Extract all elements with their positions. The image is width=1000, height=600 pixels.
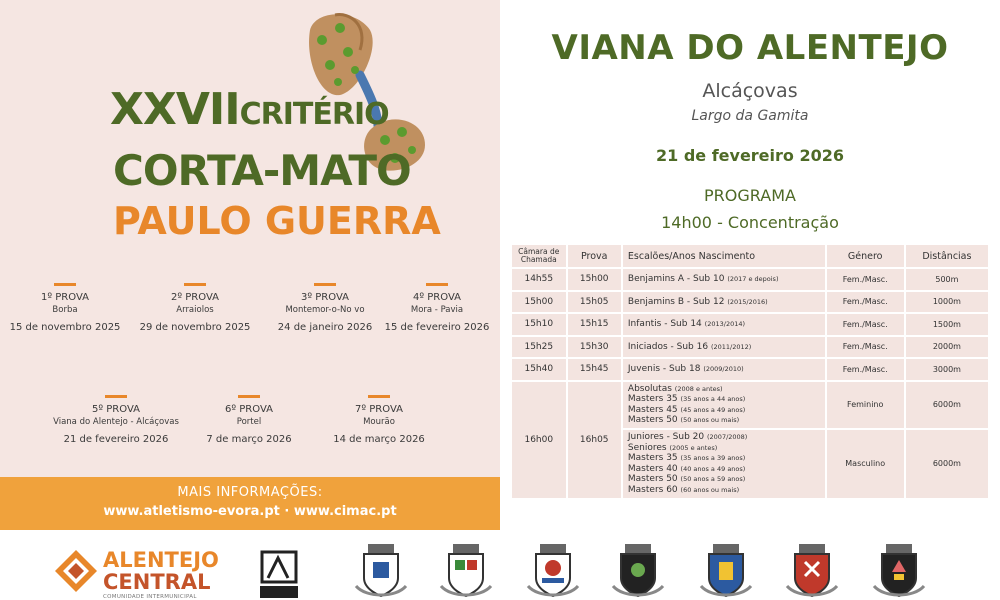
- category-name: Masters 40: [627, 463, 678, 474]
- category-name: Masters 50: [627, 415, 678, 426]
- prova-location: Arraiolos: [176, 305, 214, 315]
- municipal-crest-icon: [697, 540, 755, 600]
- prova-location: Mourão: [363, 417, 395, 427]
- table-row: [512, 359, 988, 380]
- prova-title: 6º PROVA: [225, 404, 273, 415]
- prova-location: Mora - Pavia: [410, 305, 464, 315]
- category-line: [628, 394, 825, 405]
- cell-distancia-fem: 6000m: [906, 382, 988, 428]
- category-name: Juniores - Sub 20: [627, 431, 705, 442]
- alentejo-text: ALENTEJO: [103, 548, 219, 572]
- category-years: (45 anos a 49 anos): [680, 405, 746, 414]
- category-line: [628, 485, 825, 496]
- prova-title: 2º PROVA: [171, 292, 219, 303]
- cell-genero: Fem./Masc.: [827, 337, 904, 358]
- cell-distancia: 2000m: [906, 337, 988, 358]
- cell-genero-masc: Masculino: [827, 430, 904, 498]
- category-years: (35 anos a 44 anos): [680, 395, 746, 404]
- prova-card-5: [36, 395, 196, 445]
- escalao-years: (2017 e depois): [727, 275, 779, 284]
- cell-escalao: [623, 269, 825, 290]
- category-name: Seniores: [627, 442, 667, 453]
- prova-card-7: [314, 395, 444, 445]
- prova-title: 7º PROVA: [355, 404, 403, 415]
- comunidade-text: COMUNIDADE INTERMUNICIPAL: [103, 594, 197, 600]
- cell-escalao: [623, 337, 825, 358]
- escalao-years: (2009/2010): [703, 365, 744, 374]
- category-line: [628, 415, 825, 426]
- prova-date: 14 de março 2026: [333, 434, 425, 445]
- municipal-crest-icon: [437, 540, 495, 600]
- more-info-bar: [0, 477, 500, 530]
- escalao-years: (2011/2012): [710, 342, 752, 351]
- program-label: PROGRAMA: [704, 186, 796, 205]
- category-name: Masters 50: [627, 474, 678, 485]
- prova-date: 15 de novembro 2025: [9, 322, 121, 333]
- escalao-name: Benjamins B - Sub 12: [627, 296, 725, 307]
- event-city: Alcáçovas: [702, 80, 798, 102]
- municipal-crest-icon: [783, 540, 841, 600]
- prova-location: Portel: [236, 417, 262, 427]
- cell-prova: 15h45: [568, 359, 621, 380]
- municipal-crest-icon: [524, 540, 582, 600]
- escalao-name: Infantis - Sub 14: [627, 319, 702, 330]
- prova-card-6: [184, 395, 314, 445]
- header-genero: Género: [827, 245, 904, 267]
- more-info-links[interactable]: www.atletismo-evora.pt · www.cimac.pt: [103, 504, 397, 519]
- table-header-row: [512, 245, 988, 267]
- prova-dash: [426, 283, 448, 286]
- cell-camara: 16h00: [512, 382, 566, 498]
- header-escaloes: Escalões/Anos Nascimento: [623, 245, 825, 267]
- cell-distancia: 3000m: [906, 359, 988, 380]
- more-info-heading: MAIS INFORMAÇÕES:: [177, 485, 323, 500]
- cell-prova: 15h00: [568, 269, 621, 290]
- poster-title-line1: [110, 84, 389, 135]
- header-prova: Prova: [568, 245, 621, 267]
- prova-location: Montemor-o-No vo: [285, 305, 365, 315]
- cell-camara: 15h00: [512, 292, 566, 313]
- header-camara-line2: Chamada: [520, 255, 557, 264]
- municipal-crest-icon: [352, 540, 410, 600]
- prova-date: 29 de novembro 2025: [139, 322, 251, 333]
- alentejo-central-mark-icon: [55, 550, 97, 592]
- prova-location: Viana do Alentejo - Alcáçovas: [53, 417, 179, 427]
- category-name: Masters 45: [627, 404, 678, 415]
- category-name: Masters 60: [627, 484, 678, 495]
- cell-camara: 15h10: [512, 314, 566, 335]
- poster-title-line2: CORTA-MATO: [113, 146, 411, 195]
- prova-card-1: [0, 283, 130, 333]
- prova-title: 3º PROVA: [301, 292, 349, 303]
- prova-date: 24 de janeiro 2026: [277, 322, 373, 333]
- event-date: 21 de fevereiro 2026: [655, 146, 844, 165]
- cell-escalao: [623, 359, 825, 380]
- escalao-name: Benjamins A - Sub 10: [627, 274, 725, 285]
- cell-escalao: [623, 292, 825, 313]
- category-years: (2007/2008): [707, 432, 748, 441]
- cell-genero: Fem./Masc.: [827, 314, 904, 335]
- category-line: [628, 384, 825, 395]
- cell-prova: 16h05: [568, 382, 621, 498]
- escalao-name: Juvenis - Sub 18: [627, 364, 701, 375]
- cell-distancia-masc: 6000m: [906, 430, 988, 498]
- prova-date: 15 de fevereiro 2026: [384, 322, 490, 333]
- prova-title: 5º PROVA: [92, 404, 140, 415]
- cell-escalao: [623, 314, 825, 335]
- event-place: Largo da Gamita: [691, 108, 809, 124]
- category-line: [628, 443, 825, 454]
- category-years: (50 anos a 59 anos): [680, 475, 746, 484]
- event-title: VIANA DO ALENTEJO: [551, 28, 949, 68]
- category-years: (35 anos a 39 anos): [680, 454, 746, 463]
- cell-camara: 15h25: [512, 337, 566, 358]
- aae-logo-icon: [258, 548, 300, 600]
- prova-dash: [184, 283, 206, 286]
- right-panel: [500, 0, 1000, 530]
- prova-dash: [238, 395, 260, 398]
- cell-escalao-fem: [623, 382, 825, 428]
- category-years: (60 anos ou mais): [680, 485, 740, 494]
- category-years: (2005 e antes): [669, 443, 718, 452]
- concentration-time: 14h00 - Concentração: [661, 213, 839, 232]
- table-row: [512, 269, 988, 290]
- category-line: [628, 464, 825, 475]
- category-name: Masters 35: [627, 453, 678, 464]
- category-name: Masters 35: [627, 394, 678, 405]
- prova-title: 1º PROVA: [41, 292, 89, 303]
- title-roman-numeral: XXVII: [110, 84, 240, 135]
- prova-date: 21 de fevereiro 2026: [63, 434, 169, 445]
- cell-genero: Fem./Masc.: [827, 359, 904, 380]
- cell-genero: Fem./Masc.: [827, 292, 904, 313]
- prova-dash: [54, 283, 76, 286]
- prova-card-2: [130, 283, 260, 333]
- category-line: [628, 405, 825, 416]
- category-years: (50 anos ou mais): [680, 416, 740, 425]
- prova-location: Borba: [52, 305, 78, 315]
- central-text: CENTRAL: [103, 570, 211, 594]
- cell-distancia: 1000m: [906, 292, 988, 313]
- municipal-crest-icon: [609, 540, 667, 600]
- category-line: [628, 474, 825, 485]
- cell-camara: 15h40: [512, 359, 566, 380]
- prova-card-4: [372, 283, 502, 333]
- cell-genero: Fem./Masc.: [827, 269, 904, 290]
- left-panel: [0, 0, 500, 530]
- escalao-name: Iniciados - Sub 16: [627, 341, 709, 352]
- cell-prova: 15h15: [568, 314, 621, 335]
- table-row: [512, 292, 988, 313]
- category-line: [628, 453, 825, 464]
- footer-logos: [0, 530, 1000, 600]
- prova-dash: [368, 395, 390, 398]
- cell-distancia: 500m: [906, 269, 988, 290]
- cell-prova: 15h05: [568, 292, 621, 313]
- header-camara-line1: Câmara de: [518, 247, 560, 257]
- prova-date: 7 de março 2026: [206, 434, 292, 445]
- escalao-years: (2015/2016): [727, 297, 768, 306]
- title-criterio: CRITÉRIO: [239, 97, 389, 132]
- category-years: (2008 e antes): [674, 384, 723, 393]
- prova-title: 4º PROVA: [413, 292, 461, 303]
- header-camara: [512, 245, 566, 267]
- cell-escalao-masc: [623, 430, 825, 498]
- cell-camara: 14h55: [512, 269, 566, 290]
- table-row: [512, 382, 988, 428]
- prova-dash: [105, 395, 127, 398]
- prova-card-3: [260, 283, 390, 333]
- header-distancias: Distâncias: [906, 245, 988, 267]
- cell-distancia: 1500m: [906, 314, 988, 335]
- poster-title-line3: PAULO GUERRA: [113, 199, 441, 243]
- table-row: [512, 314, 988, 335]
- municipal-crest-icon: [870, 540, 928, 600]
- escalao-years: (2013/2014): [704, 320, 746, 329]
- cell-genero-fem: Feminino: [827, 382, 904, 428]
- category-name: Absolutas: [627, 383, 672, 394]
- category-line: [628, 432, 825, 443]
- prova-dash: [314, 283, 336, 286]
- category-years: (40 anos a 49 anos): [680, 464, 746, 473]
- schedule-table: [510, 243, 990, 500]
- cell-prova: 15h30: [568, 337, 621, 358]
- table-row: [512, 337, 988, 358]
